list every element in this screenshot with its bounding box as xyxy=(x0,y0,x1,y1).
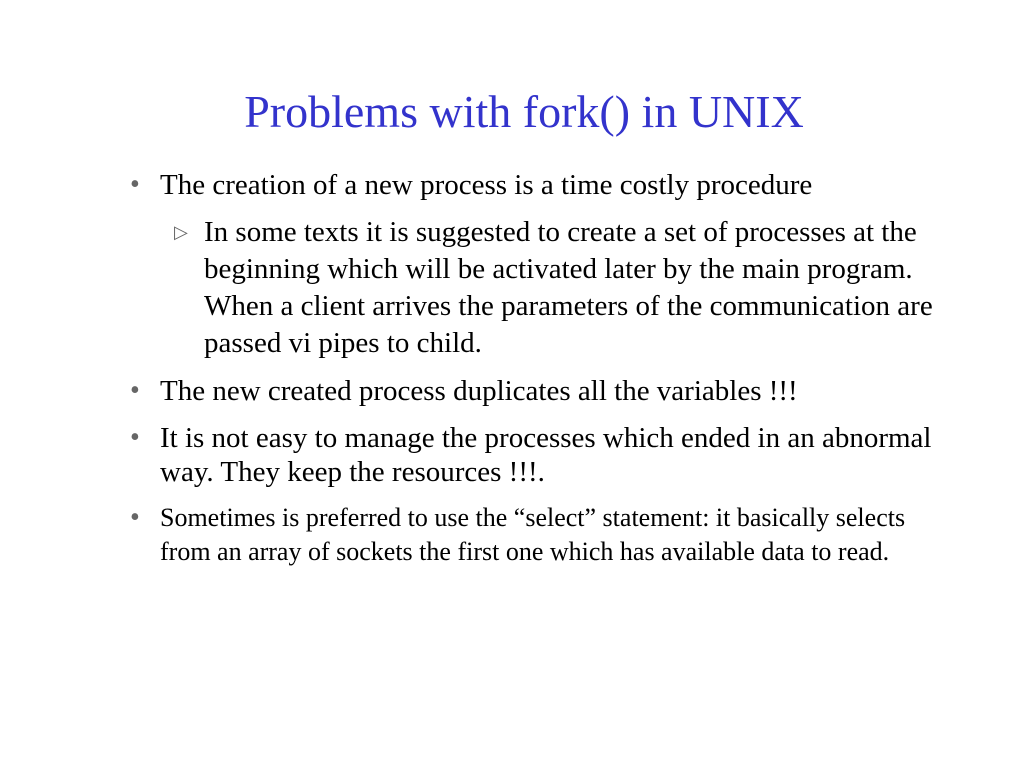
bullet-icon: • xyxy=(130,422,140,453)
bullet-text: The new created process duplicates all the variables !!! xyxy=(160,375,798,407)
bullet-item xyxy=(0,501,940,569)
triangle-bullet-icon: ▷ xyxy=(174,222,188,242)
bullet-icon: • xyxy=(130,169,140,200)
bullet-text: The creation of a new process is a time costly procedure xyxy=(160,169,813,201)
bullet-icon: • xyxy=(130,375,140,406)
bullet-item xyxy=(0,421,940,489)
slide-body xyxy=(0,168,1024,569)
bullet-icon: • xyxy=(130,502,140,533)
sub-bullet-text: In some texts it is suggested to create a set of processes at the beginning which will be activated later by the main program. When a client arrives the parameters of the communication are passed vi pipes to child. xyxy=(204,216,933,359)
bullet-item xyxy=(0,374,940,408)
bullet-item xyxy=(0,168,940,202)
slide-title: Problems with fork() in UNIX xyxy=(244,86,804,137)
bullet-text: It is not easy to manage the processes which ended in an abnormal way. They keep the resources !!!. xyxy=(160,422,932,488)
bullet-text: Sometimes is preferred to use the “select” statement: it basically selects from an array of sockets the first one which has available data to read. xyxy=(160,503,906,566)
sub-bullet-item xyxy=(0,214,944,362)
